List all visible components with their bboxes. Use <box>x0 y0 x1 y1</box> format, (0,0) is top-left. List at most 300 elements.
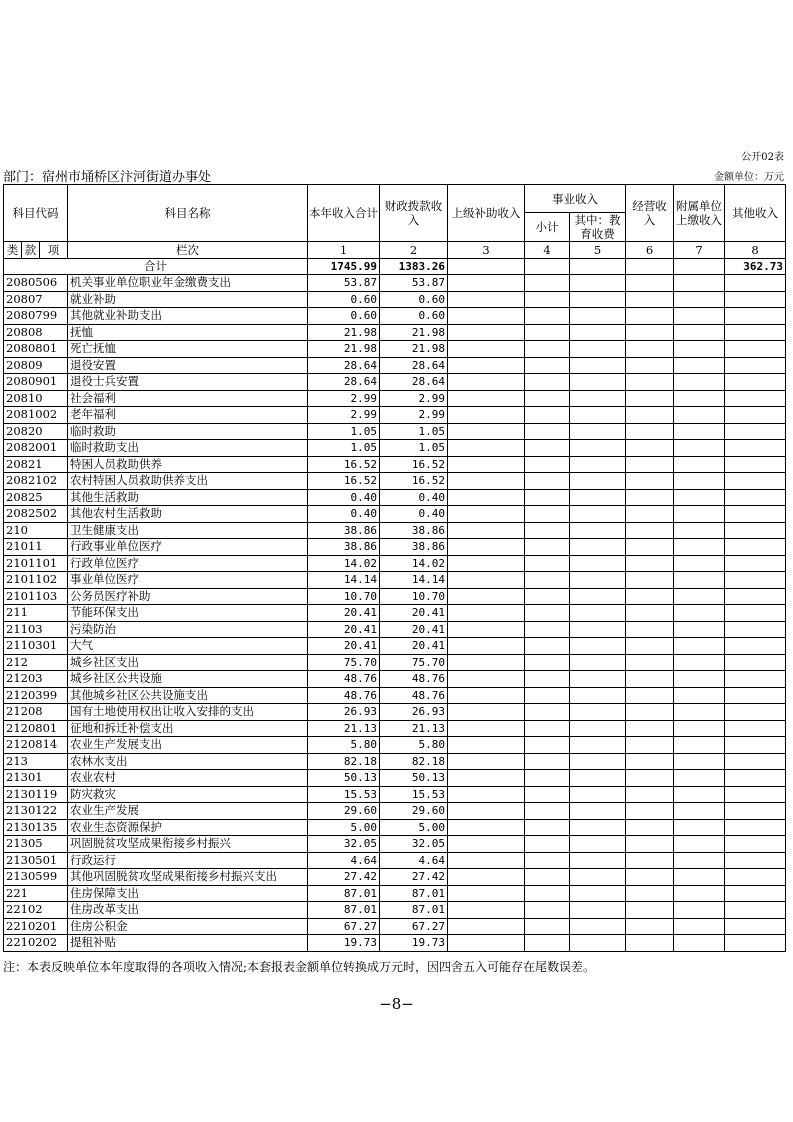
table-row <box>4 770 786 787</box>
table-row <box>4 918 786 935</box>
row-name: 退役士兵安置 <box>68 374 308 391</box>
empty-cell <box>626 357 674 374</box>
empty-cell <box>674 522 725 539</box>
table-row <box>4 753 786 770</box>
empty-cell <box>570 720 626 737</box>
form-number: 公开02表 <box>741 152 784 163</box>
row-annual: 87.01 <box>308 885 380 902</box>
empty-cell <box>448 770 525 787</box>
table-row <box>4 588 786 605</box>
empty-cell <box>448 407 525 424</box>
row-fiscal: 48.76 <box>380 687 448 704</box>
empty-cell <box>448 852 525 869</box>
row-fiscal: 14.14 <box>380 572 448 589</box>
row-name: 提租补贴 <box>68 935 308 952</box>
row-fiscal: 16.52 <box>380 473 448 490</box>
empty-cell <box>725 819 786 836</box>
empty-cell <box>674 786 725 803</box>
empty-cell <box>448 902 525 919</box>
row-annual: 21.13 <box>308 720 380 737</box>
empty-cell <box>448 341 525 358</box>
empty-cell <box>570 852 626 869</box>
table-row <box>4 869 786 886</box>
row-name: 城乡社区公共设施 <box>68 671 308 688</box>
row-fiscal: 1.05 <box>380 423 448 440</box>
empty-cell <box>525 539 570 556</box>
empty-cell <box>725 770 786 787</box>
row-code: 20807 <box>4 291 68 308</box>
empty-cell <box>725 456 786 473</box>
empty-cell <box>626 539 674 556</box>
table-row <box>4 291 786 308</box>
empty-cell <box>525 357 570 374</box>
row-annual: 2.99 <box>308 390 380 407</box>
empty-cell <box>725 539 786 556</box>
row-name: 临时救助 <box>68 423 308 440</box>
table-row <box>4 605 786 622</box>
empty-cell <box>725 786 786 803</box>
row-name: 就业补助 <box>68 291 308 308</box>
empty-cell <box>626 720 674 737</box>
empty-cell <box>525 506 570 523</box>
row-fiscal: 20.41 <box>380 605 448 622</box>
row-annual: 21.98 <box>308 341 380 358</box>
empty-cell <box>674 935 725 952</box>
empty-cell <box>626 605 674 622</box>
header-column-label: 栏次 <box>68 242 308 259</box>
row-name: 农林水支出 <box>68 753 308 770</box>
empty-cell <box>674 588 725 605</box>
row-name: 老年福利 <box>68 407 308 424</box>
row-code: 21203 <box>4 671 68 688</box>
row-fiscal: 1.05 <box>380 440 448 457</box>
empty-cell <box>725 704 786 721</box>
row-code: 21208 <box>4 704 68 721</box>
table-row <box>4 687 786 704</box>
row-annual: 21.98 <box>308 324 380 341</box>
table-row <box>4 489 786 506</box>
table-row <box>4 819 786 836</box>
empty-cell <box>525 572 570 589</box>
col-num: 1 <box>308 242 380 259</box>
empty-cell <box>448 539 525 556</box>
table-row <box>4 885 786 902</box>
empty-cell <box>626 390 674 407</box>
row-code: 20809 <box>4 357 68 374</box>
row-annual: 20.41 <box>308 638 380 655</box>
row-code: 2080901 <box>4 374 68 391</box>
empty-cell <box>570 902 626 919</box>
row-annual: 14.02 <box>308 555 380 572</box>
col-num: 6 <box>626 242 674 259</box>
empty-cell <box>725 588 786 605</box>
row-fiscal: 5.00 <box>380 819 448 836</box>
row-annual: 2.99 <box>308 407 380 424</box>
row-annual: 5.00 <box>308 819 380 836</box>
empty-cell <box>570 456 626 473</box>
empty-cell <box>448 885 525 902</box>
empty-cell <box>448 275 525 292</box>
row-code: 2082502 <box>4 506 68 523</box>
empty-cell <box>725 885 786 902</box>
empty-cell <box>525 440 570 457</box>
empty-cell <box>448 753 525 770</box>
row-name: 城乡社区支出 <box>68 654 308 671</box>
empty-cell <box>525 704 570 721</box>
empty-cell <box>674 671 725 688</box>
table-row <box>4 836 786 853</box>
empty-cell <box>674 605 725 622</box>
row-fiscal: 2.99 <box>380 390 448 407</box>
empty-cell <box>674 341 725 358</box>
header-xiang: 项 <box>40 242 68 259</box>
empty-cell <box>674 555 725 572</box>
table-row <box>4 506 786 523</box>
row-fiscal: 87.01 <box>380 902 448 919</box>
row-annual: 82.18 <box>308 753 380 770</box>
empty-cell <box>525 308 570 325</box>
empty-cell <box>525 885 570 902</box>
empty-cell <box>570 753 626 770</box>
empty-cell <box>570 786 626 803</box>
row-code: 20810 <box>4 390 68 407</box>
row-annual: 87.01 <box>308 902 380 919</box>
header-other: 其他收入 <box>725 185 786 242</box>
header-education: 其中：教育收费 <box>570 213 626 242</box>
empty-cell <box>725 423 786 440</box>
empty-cell <box>570 522 626 539</box>
empty-cell <box>525 819 570 836</box>
row-name: 防灾救灾 <box>68 786 308 803</box>
row-name: 公务员医疗补助 <box>68 588 308 605</box>
empty-cell <box>448 654 525 671</box>
empty-cell <box>674 390 725 407</box>
department-label: 部门：宿州市埇桥区汴河街道办事处 <box>3 170 212 185</box>
table-row <box>4 390 786 407</box>
empty-cell <box>525 423 570 440</box>
empty-cell <box>448 489 525 506</box>
empty-cell <box>448 506 525 523</box>
empty-cell <box>725 341 786 358</box>
table-row <box>4 456 786 473</box>
empty-cell <box>448 324 525 341</box>
empty-cell <box>674 291 725 308</box>
table-note: 注：本表反映单位本年度取得的各项收入情况;本套报表金额单位转换成万元时，因四舍五入可能存在尾数误差。 <box>3 960 596 974</box>
empty-cell <box>626 341 674 358</box>
row-fiscal: 67.27 <box>380 918 448 935</box>
row-name: 抚恤 <box>68 324 308 341</box>
table-row <box>4 621 786 638</box>
empty-cell <box>525 555 570 572</box>
row-code: 20821 <box>4 456 68 473</box>
row-fiscal: 32.05 <box>380 836 448 853</box>
col-num: 8 <box>725 242 786 259</box>
empty-cell <box>674 308 725 325</box>
row-code: 2130599 <box>4 869 68 886</box>
empty-cell <box>674 770 725 787</box>
row-name: 其他巩固脱贫攻坚成果衔接乡村振兴支出 <box>68 869 308 886</box>
row-code: 2080506 <box>4 275 68 292</box>
row-annual: 26.93 <box>308 704 380 721</box>
table-row <box>4 935 786 952</box>
row-code: 20825 <box>4 489 68 506</box>
empty-cell <box>725 720 786 737</box>
empty-cell <box>570 506 626 523</box>
row-name: 行政事业单位医疗 <box>68 539 308 556</box>
table-row <box>4 720 786 737</box>
empty-cell <box>674 902 725 919</box>
empty-cell <box>448 720 525 737</box>
empty-cell <box>674 687 725 704</box>
header-annual-total: 本年收入合计 <box>308 185 380 242</box>
row-annual: 1.05 <box>308 423 380 440</box>
table-row <box>4 555 786 572</box>
empty-cell <box>570 819 626 836</box>
empty-cell <box>725 407 786 424</box>
row-annual: 0.60 <box>308 291 380 308</box>
empty-cell <box>448 836 525 853</box>
table-row <box>4 803 786 820</box>
row-code: 2101102 <box>4 572 68 589</box>
empty-cell <box>674 572 725 589</box>
row-fiscal: 29.60 <box>380 803 448 820</box>
empty-cell <box>626 456 674 473</box>
row-code: 2210201 <box>4 918 68 935</box>
empty-cell <box>448 291 525 308</box>
empty-cell <box>674 737 725 754</box>
empty-cell <box>570 489 626 506</box>
empty-cell <box>570 737 626 754</box>
empty-cell <box>725 440 786 457</box>
row-code: 2130119 <box>4 786 68 803</box>
row-fiscal: 5.80 <box>380 737 448 754</box>
row-fiscal: 48.76 <box>380 671 448 688</box>
empty-cell <box>448 638 525 655</box>
row-code: 2130135 <box>4 819 68 836</box>
empty-cell <box>725 572 786 589</box>
table-row <box>4 341 786 358</box>
empty-cell <box>448 605 525 622</box>
empty-cell <box>626 836 674 853</box>
empty-cell <box>570 324 626 341</box>
header-fiscal: 财政拨款收入 <box>380 185 448 242</box>
row-annual: 20.41 <box>308 621 380 638</box>
header-code: 科目代码 <box>4 185 68 242</box>
row-code: 2120814 <box>4 737 68 754</box>
header-subtotal: 小计 <box>525 213 570 242</box>
col-num: 2 <box>380 242 448 259</box>
empty-cell <box>448 621 525 638</box>
empty-cell <box>448 819 525 836</box>
empty-cell <box>626 902 674 919</box>
row-code: 20820 <box>4 423 68 440</box>
row-annual: 50.13 <box>308 770 380 787</box>
empty-cell <box>725 291 786 308</box>
empty-cell <box>626 423 674 440</box>
header-operating: 经营收入 <box>626 185 674 242</box>
row-fiscal: 0.60 <box>380 308 448 325</box>
empty-cell <box>570 588 626 605</box>
empty-cell <box>674 704 725 721</box>
empty-cell <box>725 506 786 523</box>
row-annual: 48.76 <box>308 671 380 688</box>
row-name: 其他农村生活救助 <box>68 506 308 523</box>
row-annual: 14.14 <box>308 572 380 589</box>
empty-cell <box>626 918 674 935</box>
row-name: 行政单位医疗 <box>68 555 308 572</box>
row-fiscal: 38.86 <box>380 522 448 539</box>
row-code: 2120399 <box>4 687 68 704</box>
empty-cell <box>674 357 725 374</box>
row-fiscal: 87.01 <box>380 885 448 902</box>
table-row <box>4 704 786 721</box>
row-annual: 67.27 <box>308 918 380 935</box>
row-code: 2080801 <box>4 341 68 358</box>
row-fiscal: 26.93 <box>380 704 448 721</box>
empty-cell <box>525 902 570 919</box>
empty-cell <box>448 935 525 952</box>
empty-cell <box>570 539 626 556</box>
empty-cell <box>448 671 525 688</box>
empty-cell <box>626 803 674 820</box>
empty-cell <box>448 588 525 605</box>
empty-cell <box>570 291 626 308</box>
empty-cell <box>448 687 525 704</box>
row-fiscal: 20.41 <box>380 621 448 638</box>
row-annual: 38.86 <box>308 522 380 539</box>
empty-cell <box>626 440 674 457</box>
empty-cell <box>674 836 725 853</box>
empty-cell <box>570 621 626 638</box>
row-code: 211 <box>4 605 68 622</box>
table-row <box>4 473 786 490</box>
empty-cell <box>626 885 674 902</box>
row-name: 大气 <box>68 638 308 655</box>
row-name: 国有土地使用权出让收入安排的支出 <box>68 704 308 721</box>
row-fiscal: 75.70 <box>380 654 448 671</box>
empty-cell <box>525 390 570 407</box>
row-fiscal: 27.42 <box>380 869 448 886</box>
row-annual: 29.60 <box>308 803 380 820</box>
header-lei: 类 <box>4 242 22 259</box>
empty-cell <box>674 638 725 655</box>
empty-cell <box>570 638 626 655</box>
empty-cell <box>525 654 570 671</box>
empty-cell <box>626 588 674 605</box>
row-fiscal: 38.86 <box>380 539 448 556</box>
header-name: 科目名称 <box>68 185 308 242</box>
empty-cell <box>525 935 570 952</box>
empty-cell <box>570 308 626 325</box>
empty-cell <box>725 935 786 952</box>
row-code: 213 <box>4 753 68 770</box>
empty-cell <box>525 638 570 655</box>
row-annual: 15.53 <box>308 786 380 803</box>
empty-cell <box>626 291 674 308</box>
empty-cell <box>674 803 725 820</box>
empty-cell <box>626 506 674 523</box>
empty-cell <box>725 473 786 490</box>
total-annual: 1745.99 <box>308 258 380 275</box>
table-row <box>4 852 786 869</box>
empty-cell <box>626 770 674 787</box>
total-label: 合计 <box>4 258 308 275</box>
empty-cell <box>725 621 786 638</box>
empty-cell <box>448 803 525 820</box>
empty-cell <box>725 737 786 754</box>
row-fiscal: 14.02 <box>380 555 448 572</box>
empty-cell <box>674 489 725 506</box>
empty-cell <box>570 374 626 391</box>
empty-cell <box>725 374 786 391</box>
row-name: 农业生产发展 <box>68 803 308 820</box>
empty-cell <box>725 605 786 622</box>
empty-cell <box>626 753 674 770</box>
empty-cell <box>525 770 570 787</box>
row-fiscal: 19.73 <box>380 935 448 952</box>
table-row <box>4 737 786 754</box>
empty-cell <box>626 687 674 704</box>
empty-cell <box>525 605 570 622</box>
row-name: 机关事业单位职业年金缴费支出 <box>68 275 308 292</box>
row-fiscal: 0.60 <box>380 291 448 308</box>
page-number: −8− <box>379 995 414 1013</box>
row-annual: 20.41 <box>308 605 380 622</box>
empty-cell <box>570 885 626 902</box>
row-annual: 0.60 <box>308 308 380 325</box>
row-code: 21011 <box>4 539 68 556</box>
row-fiscal: 4.64 <box>380 852 448 869</box>
empty-cell <box>674 753 725 770</box>
empty-cell <box>674 440 725 457</box>
empty-cell <box>626 275 674 292</box>
row-code: 21103 <box>4 621 68 638</box>
empty-cell <box>448 918 525 935</box>
empty-cell <box>570 390 626 407</box>
row-fiscal: 16.52 <box>380 456 448 473</box>
empty-cell <box>626 324 674 341</box>
empty-cell <box>570 770 626 787</box>
empty-cell <box>525 671 570 688</box>
table-row <box>4 638 786 655</box>
empty-cell <box>725 902 786 919</box>
empty-cell <box>626 869 674 886</box>
empty-cell <box>570 836 626 853</box>
row-name: 特困人员救助供养 <box>68 456 308 473</box>
empty-cell <box>626 935 674 952</box>
row-fiscal: 53.87 <box>380 275 448 292</box>
empty-cell <box>626 704 674 721</box>
row-fiscal: 21.13 <box>380 720 448 737</box>
row-annual: 48.76 <box>308 687 380 704</box>
empty-cell <box>626 407 674 424</box>
row-name: 巩固脱贫攻坚成果衔接乡村振兴 <box>68 836 308 853</box>
table-row <box>4 902 786 919</box>
empty-cell <box>674 819 725 836</box>
row-annual: 28.64 <box>308 357 380 374</box>
row-name: 行政运行 <box>68 852 308 869</box>
empty-cell <box>725 753 786 770</box>
empty-cell <box>448 786 525 803</box>
table-row <box>4 407 786 424</box>
empty-cell <box>674 918 725 935</box>
table-row <box>4 539 786 556</box>
empty-cell <box>570 275 626 292</box>
row-annual: 16.52 <box>308 456 380 473</box>
empty-cell <box>674 852 725 869</box>
empty-cell <box>570 671 626 688</box>
empty-cell <box>725 522 786 539</box>
